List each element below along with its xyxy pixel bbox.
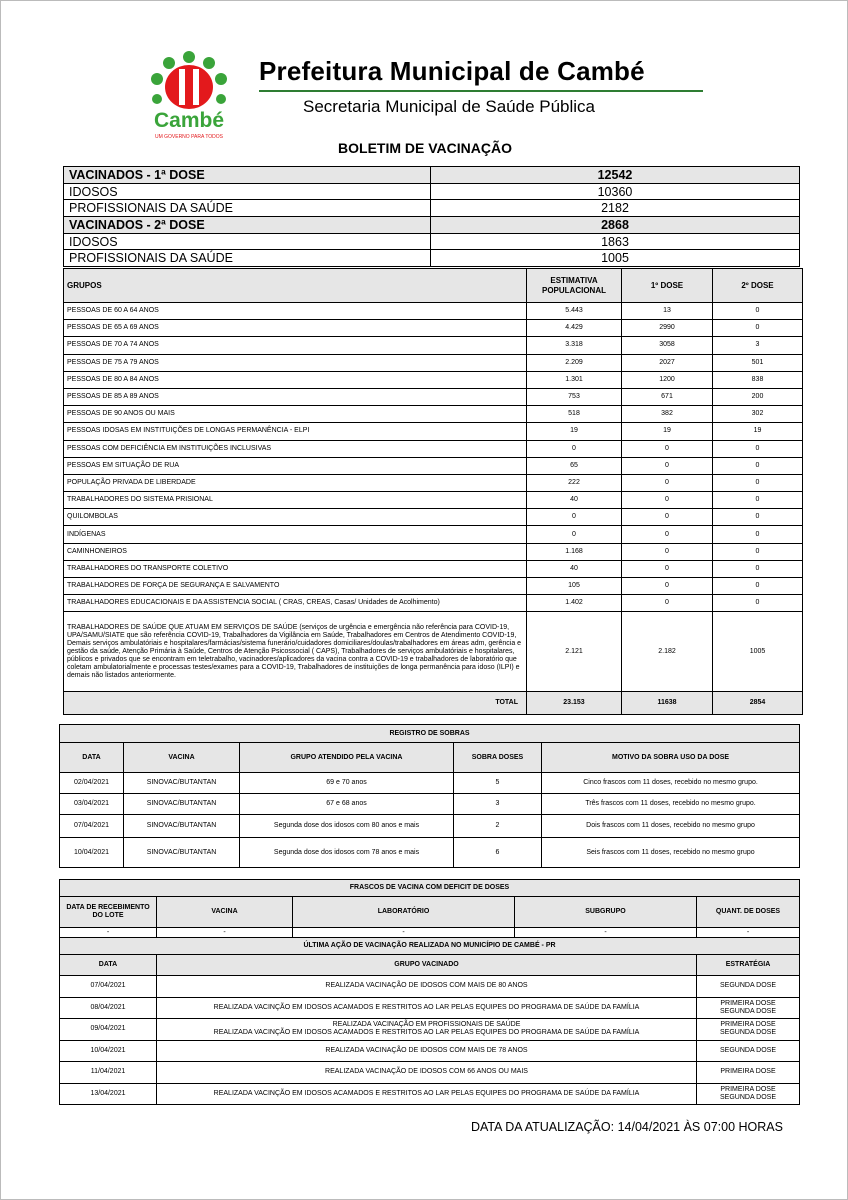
group-name: PESSOAS EM SITUAÇÃO DE RUA	[64, 457, 527, 474]
group-dose2: 0	[713, 509, 803, 526]
ultima-header-data: DATA	[60, 955, 157, 976]
group-dose1: 1200	[622, 371, 713, 388]
group-dose1: 0	[622, 560, 713, 577]
group-row	[64, 457, 803, 474]
group-row	[64, 303, 803, 320]
group-dose2: 0	[713, 440, 803, 457]
group-row	[64, 595, 803, 612]
group-name: PESSOAS COM DEFICIÊNCIA EM INSTITUIÇÕES INCLUSIVAS	[64, 440, 527, 457]
sobras-cell-sobra: 3	[454, 794, 542, 815]
sobras-header-row	[60, 743, 800, 773]
group-dose2: 302	[713, 406, 803, 423]
sobras-row	[60, 773, 800, 794]
frascos-header-vacina: VACINA	[157, 897, 293, 928]
group-row	[64, 612, 803, 692]
sobras-table	[59, 724, 800, 868]
group-row	[64, 509, 803, 526]
group-name: TRABALHADORES EDUCACIONAIS E DA ASSISTENCIA SOCIAL ( CRAS, CREAS, Casas/ Unidades de Acolhimento)	[64, 595, 527, 612]
group-estimativa: 40	[527, 560, 622, 577]
group-name: INDÍGENAS	[64, 526, 527, 543]
frascos-header-row	[60, 897, 800, 928]
group-estimativa: 3.318	[527, 337, 622, 354]
sobras-title: REGISTRO DE SOBRAS	[60, 725, 800, 743]
group-dose1: 0	[622, 457, 713, 474]
frascos-header-subgrupo: SUBGRUPO	[515, 897, 697, 928]
group-estimativa: 518	[527, 406, 622, 423]
group-dose1: 0	[622, 543, 713, 560]
header-dose2: 2º DOSE	[713, 269, 803, 303]
sobras-row	[60, 838, 800, 868]
sobras-cell-data: 02/04/2021	[60, 773, 124, 794]
group-dose2: 1005	[713, 612, 803, 692]
group-row	[64, 492, 803, 509]
group-dose2: 501	[713, 354, 803, 371]
group-name: PESSOAS DE 60 A 64 ANOS	[64, 303, 527, 320]
sobras-header-motivo: MOTIVO DA SOBRA USO DA DOSE	[542, 743, 800, 773]
frascos-cell-subgrupo: -	[515, 928, 697, 938]
summary-label: VACINADOS - 1ª DOSE	[64, 167, 431, 184]
group-dose1: 0	[622, 578, 713, 595]
group-dose1: 0	[622, 474, 713, 491]
sobras-header-vacina: VACINA	[124, 743, 240, 773]
header-estimativa: ESTIMATIVA POPULACIONAL	[527, 269, 622, 303]
frascos-header-data: DATA DE RECEBIMENTO DO LOTE	[60, 897, 157, 928]
group-dose2: 3	[713, 337, 803, 354]
sobras-cell-vacina: SINOVAC/BUTANTAN	[124, 794, 240, 815]
cambe-logo	[141, 49, 237, 141]
group-estimativa: 5.443	[527, 303, 622, 320]
sobras-cell-sobra: 5	[454, 773, 542, 794]
ultima-row	[60, 976, 800, 998]
group-name: TRABALHADORES DE SAÚDE QUE ATUAM EM SERVIÇOS DE SAÚDE (serviços de urgência e emergência não referência para COVID-19, UPA/SAMU/SIATE que são referência COVID-19, Trabalhadores da Vigilância em Saúde, Trabalhadores em Centros de Atendimento COVID-19, Demais serviços ambulatóriais e hospitalares/farmácias/sistema funerário/cuidadores domiciliares/doulas/trabalhadores em áreas adm, gerência e gestão da saúde, Atenção Primária à Saúde, Centros de Atenção Psicossocial ( CAPS), Trabalhadores de serviços ambulatóriais e hospitalares, públicos e privados que se encontram em teletrabalho, vacinadores/aplicadores da vacina contra a COVID-19 e trabalhadores de laboratório que coletam ambulatorialmente e processas testes/exames para a COVID-19, Trabalhadores de instituições de longa permanência para idoso (ILPI) e demais não listados anteriormente.	[64, 612, 527, 692]
ultima-row	[60, 1019, 800, 1041]
group-dose1: 0	[622, 509, 713, 526]
ultima-cell-estrategia: PRIMEIRA DOSE	[697, 1062, 800, 1084]
group-row	[64, 578, 803, 595]
header-divider	[259, 90, 703, 92]
update-date: DATA DA ATUALIZAÇÃO: 14/04/2021 ÀS 07:00 HORAS	[471, 1120, 783, 1134]
frascos-cell-vacina: -	[157, 928, 293, 938]
total-label: TOTAL	[64, 692, 527, 715]
group-name: TRABALHADORES DO TRANSPORTE COLETIVO	[64, 560, 527, 577]
ultima-header-row	[60, 955, 800, 976]
group-dose2: 0	[713, 595, 803, 612]
group-dose1: 19	[622, 423, 713, 440]
summary-row	[64, 250, 800, 267]
sobras-cell-grupo: 67 e 68 anos	[240, 794, 454, 815]
group-dose2: 0	[713, 303, 803, 320]
frascos-cell-data: -	[60, 928, 157, 938]
ultima-header-grupo: GRUPO VACINADO	[157, 955, 697, 976]
sobras-header-grupo: GRUPO ATENDIDO PELA VACINA	[240, 743, 454, 773]
summary-value: 1005	[431, 250, 800, 267]
ultima-title: ÚLTIMA AÇÃO DE VACINAÇÃO REALIZADA NO MUNICÍPIO DE CAMBÉ - PR	[60, 938, 800, 955]
summary-row	[64, 167, 800, 184]
group-name: TRABALHADORES DO SISTEMA PRISIONAL	[64, 492, 527, 509]
group-name: QUILOMBOLAS	[64, 509, 527, 526]
ultima-cell-data: 10/04/2021	[60, 1040, 157, 1062]
group-name: PESSOAS DE 65 A 69 ANOS	[64, 320, 527, 337]
group-row	[64, 526, 803, 543]
logo-tagline: UM GOVERNO PARA TODOS	[154, 134, 224, 140]
group-dose1: 3058	[622, 337, 713, 354]
sobras-row	[60, 794, 800, 815]
logo-text: Cambé	[153, 109, 225, 132]
group-name: PESSOAS DE 75 A 79 ANOS	[64, 354, 527, 371]
summary-row	[64, 217, 800, 234]
frascos-header-laboratorio: LABORATÓRIO	[293, 897, 515, 928]
header-grupos: GRUPOS	[64, 269, 527, 303]
sobras-cell-sobra: 2	[454, 815, 542, 838]
group-name: PESSOAS DE 70 A 74 ANOS	[64, 337, 527, 354]
total-estimativa: 23.153	[527, 692, 622, 715]
group-dose2: 0	[713, 492, 803, 509]
group-row	[64, 406, 803, 423]
group-row	[64, 423, 803, 440]
group-estimativa: 0	[527, 440, 622, 457]
summary-label: PROFISSIONAIS DA SAÚDE	[64, 200, 431, 217]
group-dose2: 838	[713, 371, 803, 388]
group-estimativa: 1.168	[527, 543, 622, 560]
ultima-cell-data: 08/04/2021	[60, 997, 157, 1019]
groups-table	[63, 268, 803, 715]
group-dose1: 382	[622, 406, 713, 423]
group-dose2: 19	[713, 423, 803, 440]
sobras-cell-data: 07/04/2021	[60, 815, 124, 838]
summary-value: 12542	[431, 167, 800, 184]
group-estimativa: 19	[527, 423, 622, 440]
header-dose1: 1º DOSE	[622, 269, 713, 303]
group-name: TRABALHADORES DE FORÇA DE SEGURANÇA E SALVAMENTO	[64, 578, 527, 595]
group-row	[64, 543, 803, 560]
document-title: BOLETIM DE VACINAÇÃO	[338, 140, 512, 156]
ultima-cell-data: 13/04/2021	[60, 1083, 157, 1105]
sobras-cell-grupo: 69 e 70 anos	[240, 773, 454, 794]
total-dose2: 2854	[713, 692, 803, 715]
summary-label: IDOSOS	[64, 183, 431, 200]
group-estimativa: 105	[527, 578, 622, 595]
ultima-header-estrategia: ESTRATÉGIA	[697, 955, 800, 976]
sobras-cell-sobra: 6	[454, 838, 542, 868]
group-dose2: 0	[713, 320, 803, 337]
total-row	[64, 692, 803, 715]
group-estimativa: 65	[527, 457, 622, 474]
sobras-cell-motivo: Seis frascos com 11 doses, recebido no mesmo grupo	[542, 838, 800, 868]
summary-value: 1863	[431, 233, 800, 250]
sobras-header-sobra: SOBRA DOSES	[454, 743, 542, 773]
frascos-cell-laboratorio: -	[293, 928, 515, 938]
group-dose1: 0	[622, 526, 713, 543]
group-row	[64, 337, 803, 354]
vaccinated-summary-table	[63, 166, 800, 267]
ultima-cell-grupo: REALIZADA VACINAÇÃO EM PROFISSIONAIS DE SAÚDE REALIZADA VACINÇÃO EM IDOSOS ACAMADOS E RESTRITOS AO LAR PELAS EQUIPES DO PROGRAMA DE SAÚDE DA FAMÍLIA	[157, 1019, 697, 1041]
ultima-cell-grupo: REALIZADA VACINAÇÃO DE IDOSOS COM MAIS DE 80 ANOS	[157, 976, 697, 998]
ultima-cell-grupo: REALIZADA VACINAÇÃO DE IDOSOS COM 66 ANOS OU MAIS	[157, 1062, 697, 1084]
sobras-cell-motivo: Três frascos com 11 doses, recebido no mesmo grupo.	[542, 794, 800, 815]
group-dose1: 0	[622, 440, 713, 457]
summary-label: IDOSOS	[64, 233, 431, 250]
ultima-cell-data: 11/04/2021	[60, 1062, 157, 1084]
ultima-row	[60, 997, 800, 1019]
group-estimativa: 222	[527, 474, 622, 491]
group-dose1: 2.182	[622, 612, 713, 692]
group-estimativa: 0	[527, 509, 622, 526]
group-row	[64, 560, 803, 577]
group-dose1: 13	[622, 303, 713, 320]
group-row	[64, 474, 803, 491]
sobras-header-data: DATA	[60, 743, 124, 773]
ultima-cell-estrategia: SEGUNDA DOSE	[697, 1040, 800, 1062]
sobras-cell-grupo: Segunda dose dos idosos com 80 anos e mais	[240, 815, 454, 838]
ultima-cell-estrategia: SEGUNDA DOSE	[697, 976, 800, 998]
group-dose2: 0	[713, 526, 803, 543]
summary-row	[64, 183, 800, 200]
group-row	[64, 388, 803, 405]
group-row	[64, 440, 803, 457]
summary-row	[64, 200, 800, 217]
group-row	[64, 320, 803, 337]
ultima-cell-data: 09/04/2021	[60, 1019, 157, 1041]
ultima-cell-grupo: REALIZADA VACINAÇÃO DE IDOSOS COM MAIS DE 78 ANOS	[157, 1040, 697, 1062]
sobras-cell-vacina: SINOVAC/BUTANTAN	[124, 773, 240, 794]
summary-label: VACINADOS - 2ª DOSE	[64, 217, 431, 234]
sobras-cell-grupo: Segunda dose dos idosos com 78 anos e mais	[240, 838, 454, 868]
ultima-cell-grupo: REALIZADA VACINÇÃO EM IDOSOS ACAMADOS E RESTRITOS AO LAR PELAS EQUIPES DO PROGRAMA DE SAÚDE DA FAMÍLIA	[157, 997, 697, 1019]
summary-value: 10360	[431, 183, 800, 200]
sobras-cell-data: 10/04/2021	[60, 838, 124, 868]
ultima-cell-estrategia: PRIMEIRA DOSE SEGUNDA DOSE	[697, 1083, 800, 1105]
group-estimativa: 40	[527, 492, 622, 509]
total-dose1: 11638	[622, 692, 713, 715]
group-estimativa: 2.209	[527, 354, 622, 371]
sobras-cell-data: 03/04/2021	[60, 794, 124, 815]
group-estimativa: 4.429	[527, 320, 622, 337]
group-dose2: 200	[713, 388, 803, 405]
org-title: Prefeitura Municipal de Cambé	[259, 56, 645, 86]
group-dose2: 0	[713, 457, 803, 474]
group-name: PESSOAS IDOSAS EM INSTITUIÇÕES DE LONGAS PERMANÊNCIA - ELPI	[64, 423, 527, 440]
sobras-row	[60, 815, 800, 838]
group-row	[64, 354, 803, 371]
group-row	[64, 371, 803, 388]
ultima-row	[60, 1040, 800, 1062]
group-name: CAMINHONEIROS	[64, 543, 527, 560]
frascos-title: FRASCOS DE VACINA COM DEFICIT DE DOSES	[60, 880, 800, 897]
summary-value: 2182	[431, 200, 800, 217]
frascos-cell-quant: -	[697, 928, 800, 938]
sobras-cell-vacina: SINOVAC/BUTANTAN	[124, 838, 240, 868]
group-dose1: 2990	[622, 320, 713, 337]
ultima-cell-grupo: REALIZADA VACINÇÃO EM IDOSOS ACAMADOS E RESTRITOS AO LAR PELAS EQUIPES DO PROGRAMA DE SAÚDE DA FAMÍLIA	[157, 1083, 697, 1105]
group-dose1: 0	[622, 492, 713, 509]
group-dose1: 671	[622, 388, 713, 405]
summary-row	[64, 233, 800, 250]
summary-label: PROFISSIONAIS DA SAÚDE	[64, 250, 431, 267]
sobras-cell-motivo: Dois frascos com 11 doses, recebido no mesmo grupo	[542, 815, 800, 838]
ultima-row	[60, 1083, 800, 1105]
group-name: PESSOAS DE 80 A 84 ANOS	[64, 371, 527, 388]
org-subtitle: Secretaria Municipal de Saúde Pública	[303, 97, 596, 116]
group-estimativa: 753	[527, 388, 622, 405]
ultima-cell-estrategia: PRIMEIRA DOSE SEGUNDA DOSE	[697, 1019, 800, 1041]
ultima-cell-data: 07/04/2021	[60, 976, 157, 998]
group-name: POPULAÇÃO PRIVADA DE LIBERDADE	[64, 474, 527, 491]
frascos-header-quant: QUANT. DE DOSES	[697, 897, 800, 928]
group-name: PESSOAS DE 85 A 89 ANOS	[64, 388, 527, 405]
group-dose1: 0	[622, 595, 713, 612]
group-estimativa: 0	[527, 526, 622, 543]
ultima-cell-estrategia: PRIMEIRA DOSE SEGUNDA DOSE	[697, 997, 800, 1019]
group-estimativa: 1.301	[527, 371, 622, 388]
frascos-table	[59, 879, 800, 1105]
sobras-cell-motivo: Cinco frascos com 11 doses, recebido no mesmo grupo.	[542, 773, 800, 794]
groups-header-row	[64, 269, 803, 303]
group-estimativa: 1.402	[527, 595, 622, 612]
group-name: PESSOAS DE 90 ANOS OU MAIS	[64, 406, 527, 423]
sobras-cell-vacina: SINOVAC/BUTANTAN	[124, 815, 240, 838]
summary-value: 2868	[431, 217, 800, 234]
group-estimativa: 2.121	[527, 612, 622, 692]
group-dose2: 0	[713, 543, 803, 560]
group-dose2: 0	[713, 578, 803, 595]
ultima-row	[60, 1062, 800, 1084]
group-dose2: 0	[713, 560, 803, 577]
frascos-row	[60, 928, 800, 938]
group-dose2: 0	[713, 474, 803, 491]
group-dose1: 2027	[622, 354, 713, 371]
